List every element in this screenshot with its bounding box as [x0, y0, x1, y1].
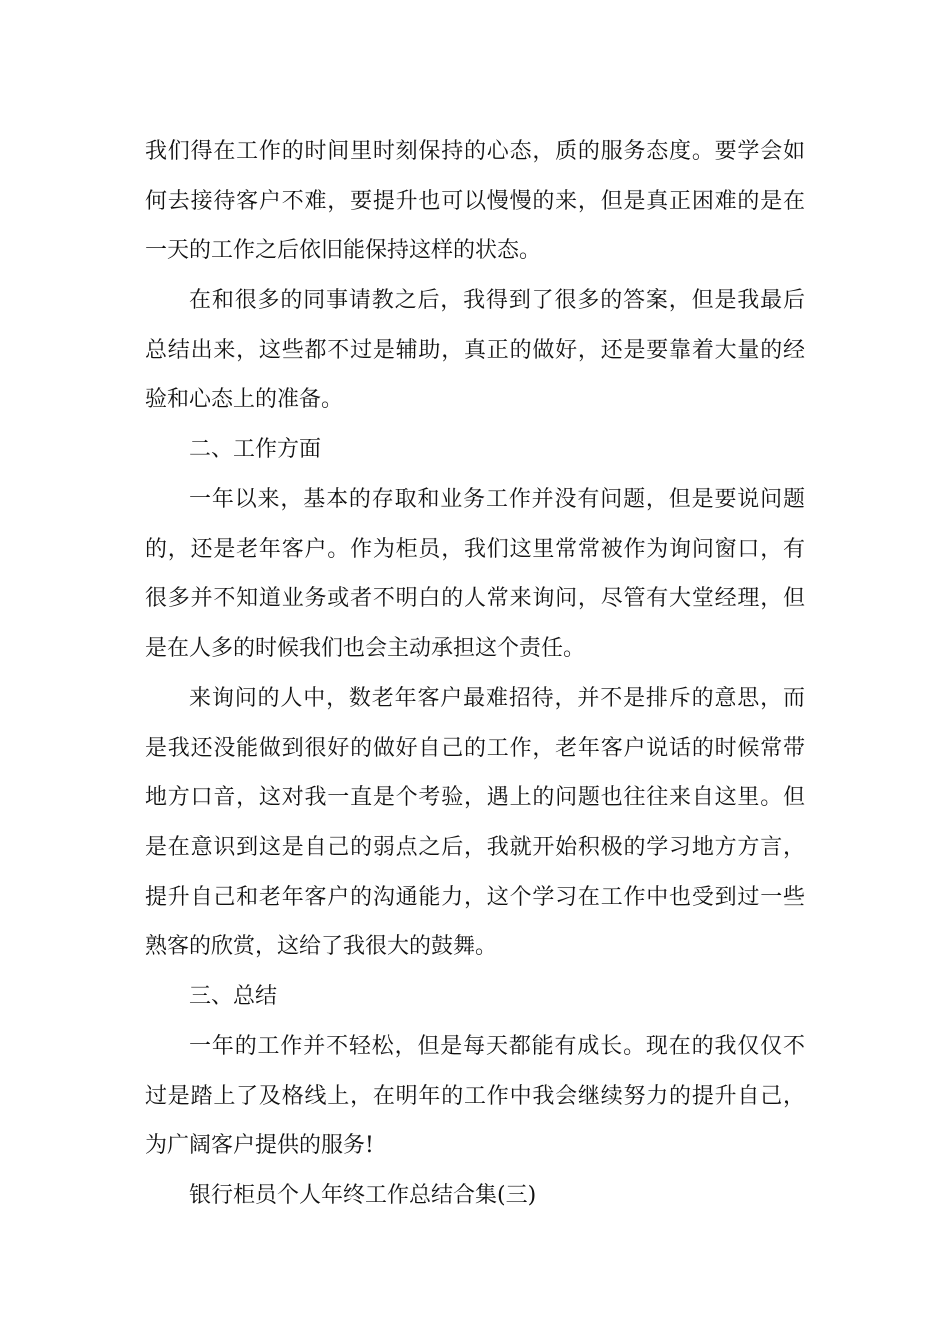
paragraph-2-line-1: 在和很多的同事请教之后，我得到了很多的答案，但是我最后 — [189, 288, 805, 313]
paragraph-3-line-2: 的，还是老年客户。作为柜员，我们这里常常被作为询问窗口，有 — [145, 537, 805, 562]
paragraph-5-line-1: 一年的工作并不轻松，但是每天都能有成长。现在的我仅仅不 — [189, 1034, 805, 1059]
section-heading-work: 二、工作方面 — [189, 437, 322, 462]
paragraph-3-line-1: 一年以来，基本的存取和业务工作并没有问题，但是要说问题 — [189, 487, 805, 512]
paragraph-5-line-3: 为广阔客户提供的服务! — [145, 1133, 374, 1158]
paragraph-4-line-5: 提升自己和老年客户的沟通能力，这个学习在工作中也受到过一些 — [145, 885, 805, 910]
next-document-title: 银行柜员个人年终工作总结合集(三) — [189, 1183, 537, 1208]
paragraph-1-line-3: 一天的工作之后依旧能保持这样的状态。 — [145, 238, 542, 263]
paragraph-1-line-2: 何去接待客户不难，要提升也可以慢慢的来，但是真正困难的是在 — [145, 189, 805, 214]
paragraph-4-line-3: 地方口音，这对我一直是个考验，遇上的问题也往往来自这里。但 — [145, 785, 805, 810]
paragraph-5-line-2: 过是踏上了及格线上，在明年的工作中我会继续努力的提升自己， — [145, 1084, 805, 1109]
paragraph-2-line-3: 验和心态上的准备。 — [145, 387, 344, 412]
section-heading-summary: 三、总结 — [189, 984, 278, 1009]
paragraph-4-line-6: 熟客的欣赏，这给了我很大的鼓舞。 — [145, 934, 498, 959]
paragraph-3-line-4: 是在人多的时候我们也会主动承担这个责任。 — [145, 636, 586, 661]
paragraph-4-line-4: 是在意识到这是自己的弱点之后，我就开始积极的学习地方方言， — [145, 835, 805, 860]
paragraph-4-line-2: 是我还没能做到很好的做好自己的工作，老年客户说话的时候常带 — [145, 736, 805, 761]
paragraph-3-line-3: 很多并不知道业务或者不明白的人常来询问，尽管有大堂经理，但 — [145, 586, 805, 611]
paragraph-1-line-1: 我们得在工作的时间里时刻保持的心态，质的服务态度。要学会如 — [145, 139, 805, 164]
paragraph-2-line-2: 总结出来，这些都不过是辅助，真正的做好，还是要靠着大量的经 — [145, 338, 805, 363]
paragraph-4-line-1: 来询问的人中，数老年客户最难招待，并不是排斥的意思，而 — [189, 686, 805, 711]
